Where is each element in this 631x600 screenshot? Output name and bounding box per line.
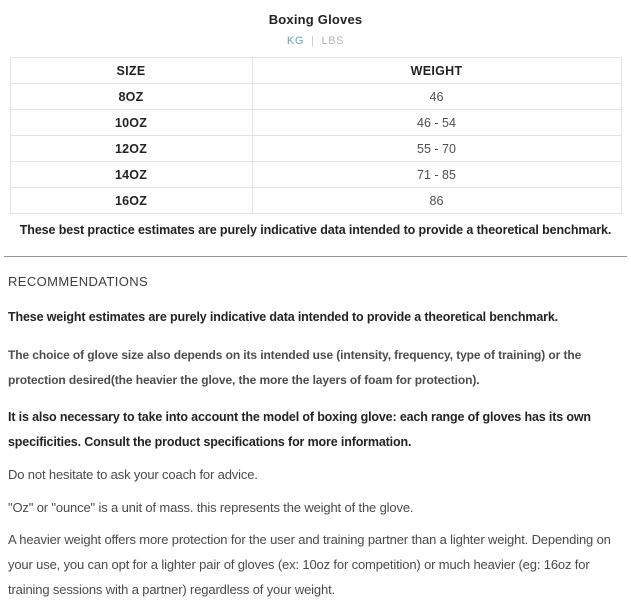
recommendation-paragraph: Do not hesitate to ask your coach for advice.: [8, 467, 258, 482]
unit-toggle-kg[interactable]: KG: [286, 35, 305, 47]
table-header-row: [10, 58, 621, 84]
weight-cell: 46 - 54: [252, 110, 621, 136]
table-row: [10, 162, 621, 188]
weight-cell: 46: [252, 84, 621, 110]
unit-toggle: [0, 35, 631, 47]
recommendation-paragraph: The choice of glove size also depends on its intended use (intensity, frequency, type of training) or the protection desired(the heavier the glove, the more the layers of foam for protection).: [8, 348, 582, 387]
unit-toggle-lbs[interactable]: LBS: [321, 35, 345, 47]
size-weight-table: [10, 57, 622, 214]
table-row: [10, 136, 621, 162]
size-cell: 16OZ: [10, 188, 252, 214]
unit-toggle-separator: |: [311, 35, 315, 47]
table-header-size: SIZE: [10, 58, 252, 84]
weight-cell: 71 - 85: [252, 162, 621, 188]
size-cell: 12OZ: [10, 136, 252, 162]
recommendation-paragraph: A heavier weight offers more protection for the user and training partner than a lighter weight. Depending on your use, you can opt for a lighter pair of gloves (ex: 10oz for competition) or much heavier (eg: 16oz for training sessions with a partner) regardless of your weight.: [8, 532, 611, 597]
recommendation-paragraph: It is also necessary to take into account the model of boxing glove: each range of gloves has its own specificities. Consult the product specifications for more information.: [8, 410, 591, 449]
size-cell: 14OZ: [10, 162, 252, 188]
table-header-weight: WEIGHT: [252, 58, 621, 84]
weight-cell: 55 - 70: [252, 136, 621, 162]
recommendation-paragraph: These weight estimates are purely indicative data intended to provide a theoretical benchmark.: [8, 310, 558, 324]
recommendations-heading: RECOMMENDATIONS: [8, 274, 149, 289]
page-title: Boxing Gloves: [268, 12, 363, 27]
size-cell: 8OZ: [10, 84, 252, 110]
recommendation-paragraph: "Oz" or "ounce" is a unit of mass. this represents the weight of the glove.: [8, 500, 414, 515]
size-guide-page: [0, 12, 631, 600]
recommendations-body: [8, 305, 623, 600]
size-cell: 10OZ: [10, 110, 252, 136]
section-divider: [4, 256, 627, 257]
table-caption: These best practice estimates are purely indicative data intended to provide a theoretical benchmark.: [19, 223, 612, 237]
table-row: [10, 110, 621, 136]
table-row: [10, 84, 621, 110]
table-row: [10, 188, 621, 214]
weight-cell: 86: [252, 188, 621, 214]
